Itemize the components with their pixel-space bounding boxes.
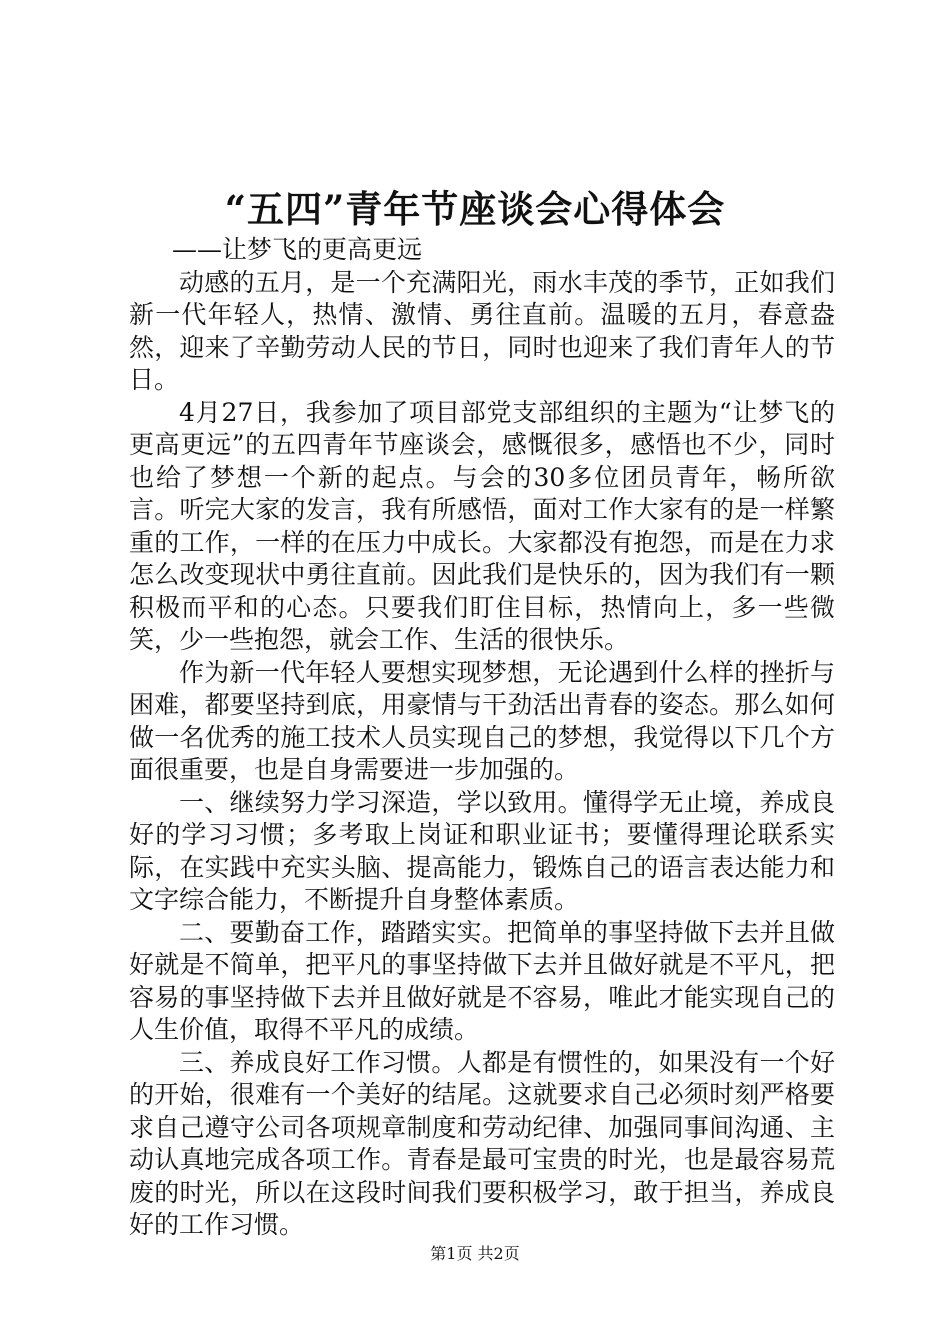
document-body [129, 234, 835, 1242]
paragraph: 作为新一代年轻人要想实现梦想，无论遇到什么样的挫折与困难，都要坚持到底，用豪情与干劲活出青春的姿态。那么如何做一名优秀的施工技术人员实现自己的梦想，我觉得以下几个方面很重要，也是自身需要进一步加强的。 [129, 657, 835, 784]
document-subtitle: ——让梦飞的更高更远 [172, 235, 423, 264]
document-title: “五四”青年节座谈会心得体会 [224, 187, 726, 231]
paragraph: 一、继续努力学习深造，学以致用。懂得学无止境，养成良好的学习习惯；多考取上岗证和职业证书；要懂得理论联系实际，在实践中充实头脑、提高能力，锻炼自己的语言表达能力和文字综合能力，不断提升自身整体素质。 [129, 787, 835, 914]
paragraph: 三、养成良好工作习惯。人都是有惯性的，如果没有一个好的开始，很难有一个美好的结尾。这就要求自己必须时刻严格要求自己遵守公司各项规章制度和劳动纪律、加强同事间沟通、主动认真地完成各项工作。青春是最可宝贵的时光，也是最容易荒废的时光，所以在这段时间我们要积极学习，敢于担当，养成良好的工作习惯。 [129, 1047, 835, 1239]
paragraph: 二、要勤奋工作，踏踏实实。把简单的事坚持做下去并且做好就是不简单，把平凡的事坚持做下去并且做好就是不平凡，把容易的事坚持做下去并且做好就是不容易，唯此才能实现自己的人生价值，取得不平凡的成绩。 [129, 917, 835, 1044]
paragraph: 4月27日，我参加了项目部党支部组织的主题为“让梦飞的更高更远”的五四青年节座谈会，感慨很多，感悟也不少，同时也给了梦想一个新的起点。与会的30多位团员青年，畅所欲言。听完大家的发言，我有所感悟，面对工作大家有的是一样繁重的工作，一样的在压力中成长。大家都没有抱怨，而是在力求怎么改变现状中勇往直前。因此我们是快乐的，因为我们有一颗积极而平和的心态。只要我们盯住目标，热情向上，多一些微笑，少一些抱怨，就会工作、生活的很快乐。 [129, 397, 835, 654]
paragraph: 动感的五月，是一个充满阳光，雨水丰茂的季节，正如我们新一代年轻人，热情、激情、勇往直前。温暖的五月，春意盎然，迎来了辛勤劳动人民的节日，同时也迎来了我们青年人的节日。 [129, 267, 835, 394]
page-number: 第1页 共2页 [430, 1244, 520, 1263]
